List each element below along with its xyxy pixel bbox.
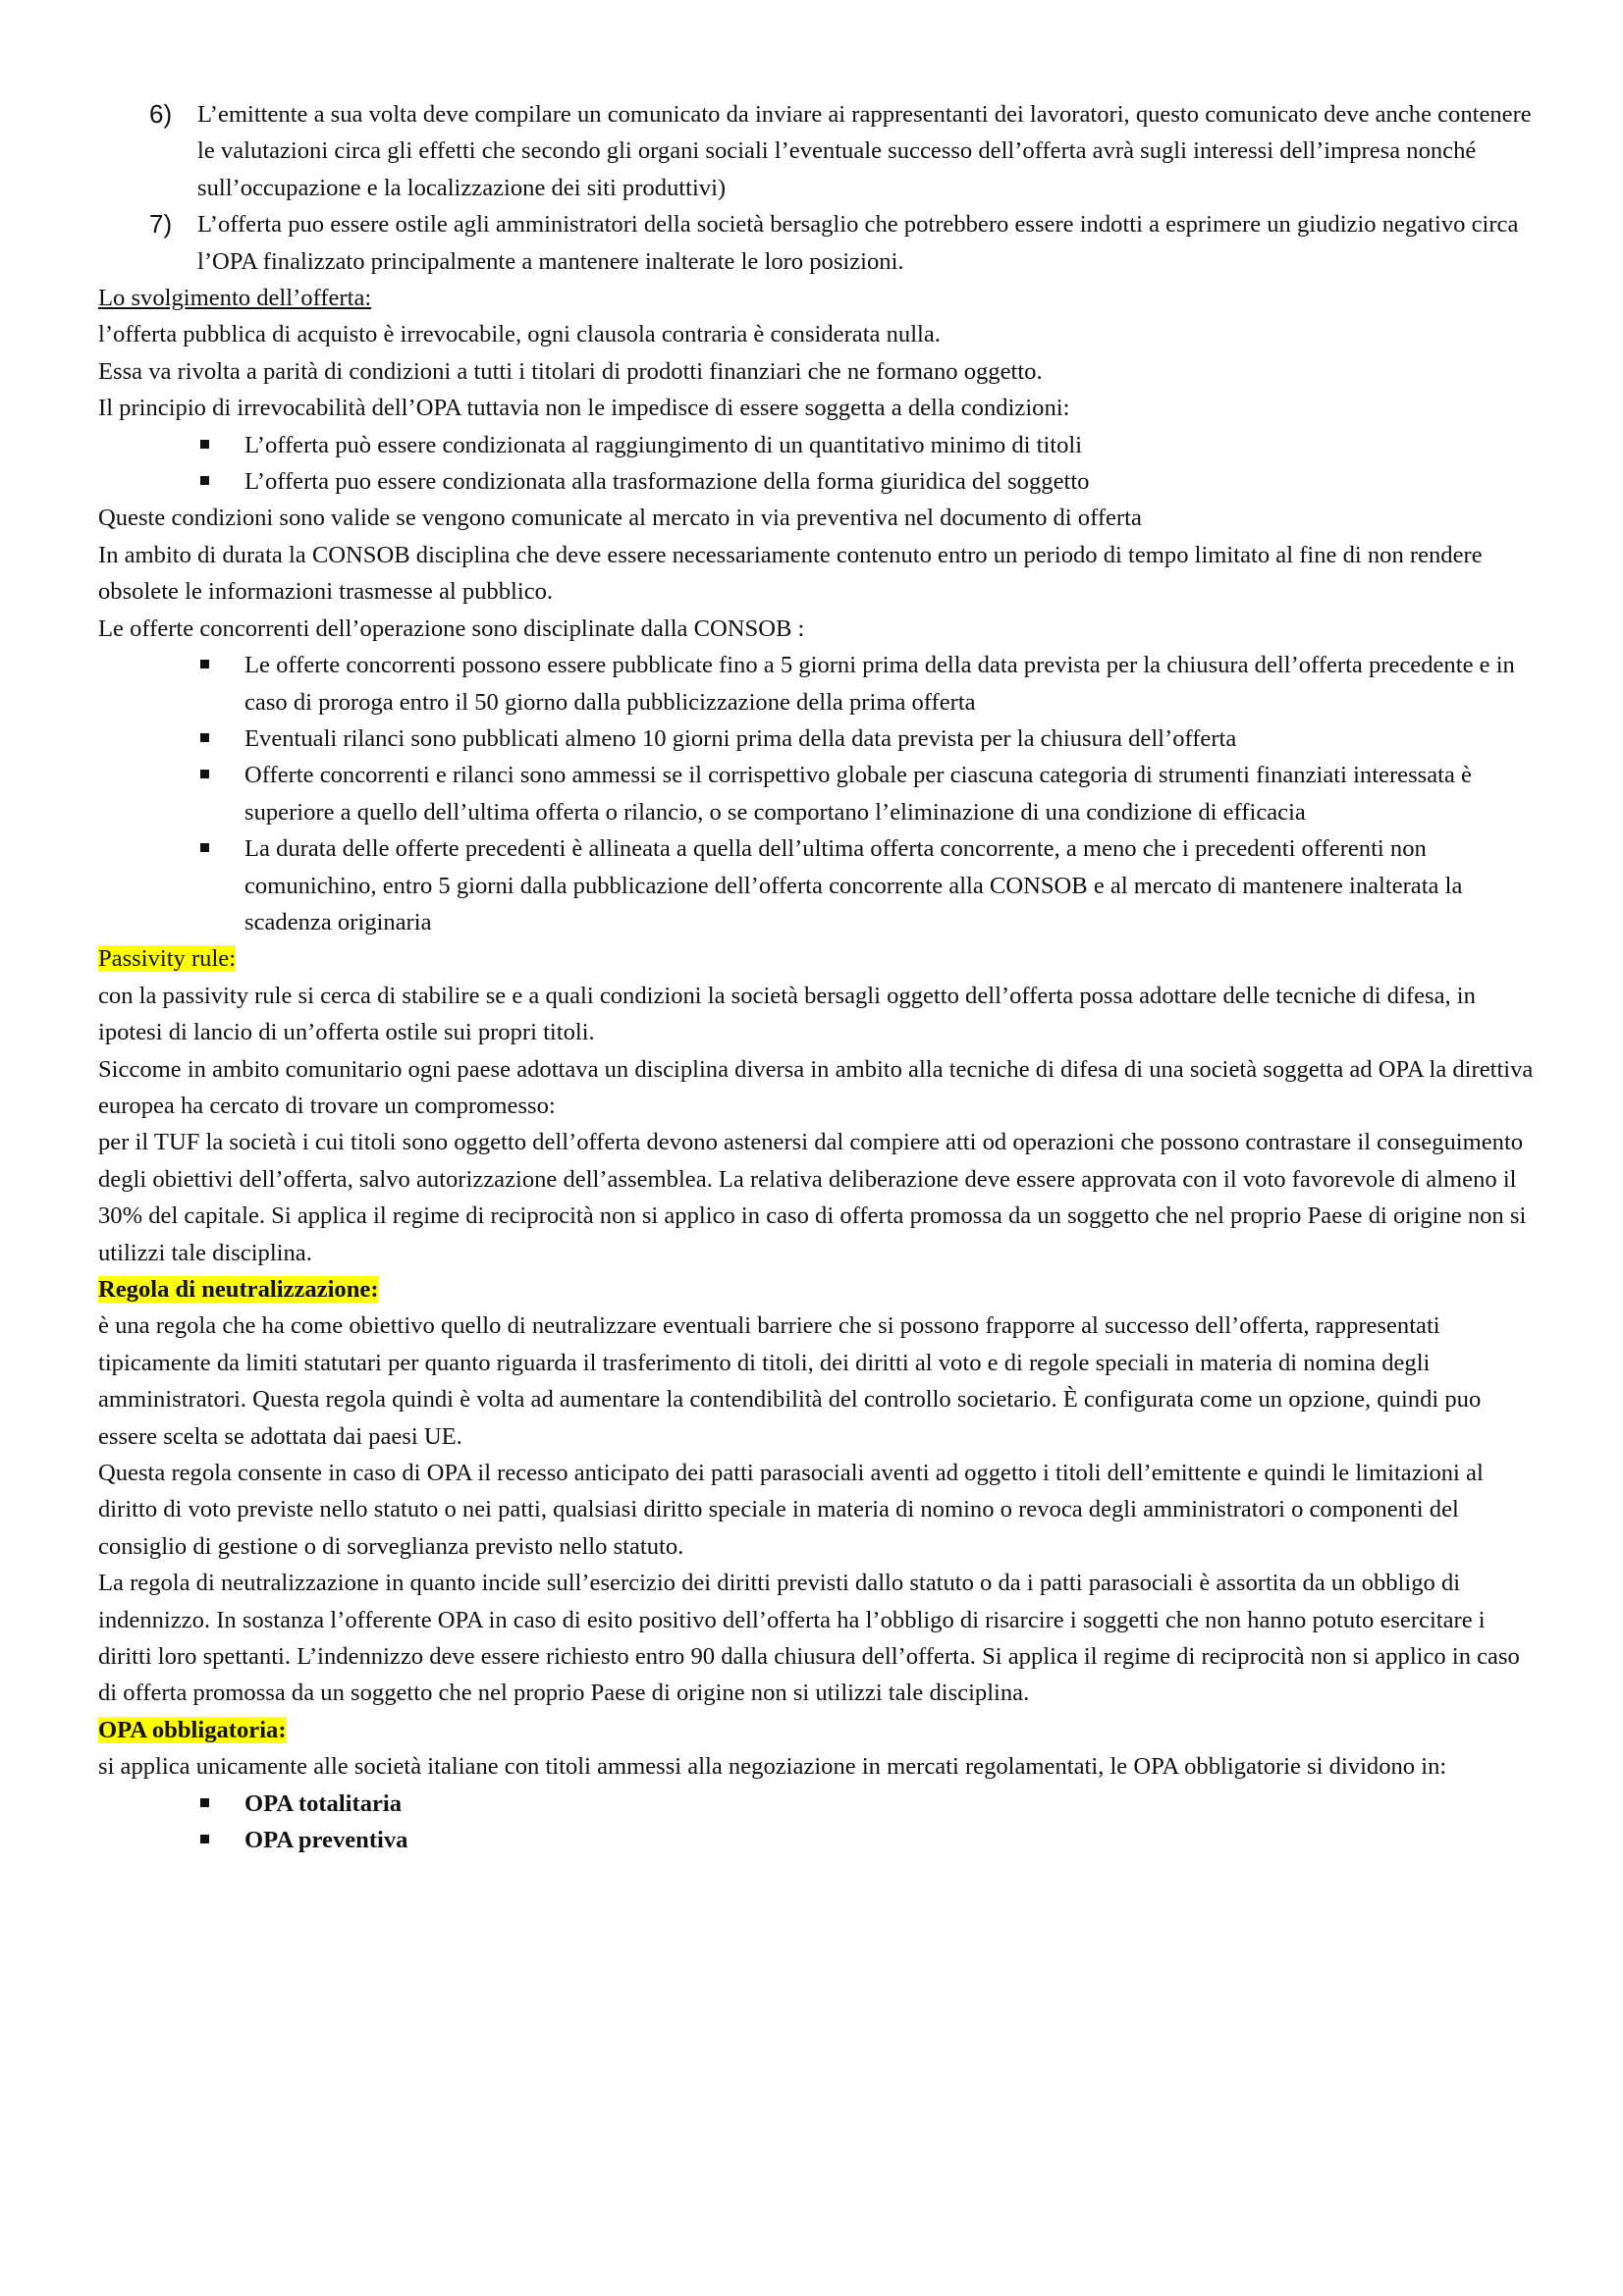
list-item: [98, 463, 1537, 500]
numbered-item: [98, 206, 1537, 280]
list-item: [98, 647, 1537, 721]
list-item: [98, 721, 1537, 757]
square-bullet-icon: [200, 770, 209, 778]
list-item-text: L’emittente a sua volta deve compilare un comunicato da inviare ai rappresentanti dei lavoratori, questo comunicato deve anche contenere le valutazioni circa gli effetti che secondo gli organi sociali l’eventuale successo dell’offerta avrà sugli interessi dell’impresa nonché sull’occupazione e la localizzazione dei siti produttivi): [197, 101, 1532, 201]
paragraph: Questa regola consente in caso di OPA il recesso anticipato dei patti parasociali aventi ad oggetto i titoli dell’emittente e quindi le limitazioni al diritto di voto previste nello statuto o nei patti, qualsiasi diritto speciale in materia di nomino o revoca degli amministratori o componenti del consiglio di gestione o di sorveglianza previsto nello statuto.: [98, 1460, 1484, 1560]
section-heading-svolgimento: [98, 280, 1537, 316]
square-bullet-icon: [200, 1835, 209, 1843]
paragraph: Le offerte concorrenti dell’operazione sono disciplinate dalla CONSOB :: [98, 614, 805, 642]
paragraph: La regola di neutralizzazione in quanto incide sull’esercizio dei diritti previsti dallo statuto o da i patti parasociali è assortita da un obbligo di indennizzo. In sostanza l’offerente OPA in caso di esito positivo dell’offerta ha l’obbligo di risarcire i soggetti che non hanno potuto esercitare i diritti loro spettanti. L’indennizzo deve essere richiesto entro 90 dalla chiusura dell’offerta. Si applica il regime di reciprocità non si applico in caso di offerta promossa da un soggetto che nel proprio Paese di origine non si utilizzi tale disciplina.: [98, 1570, 1520, 1707]
list-item-text: Offerte concorrenti e rilanci sono ammessi se il corrispettivo globale per ciascuna categoria di strumenti finanziati interessata è superiore a quello dell’ultima offerta o rilancio, o se comportano l’eliminazione di una condizione di efficacia: [244, 762, 1472, 826]
section-heading-passivity: [98, 940, 1537, 977]
paragraph: Queste condizioni sono valide se vengono comunicate al mercato in via preventiva nel documento di offerta: [98, 505, 1142, 532]
heading-text: OPA obbligatoria:: [98, 1716, 287, 1743]
square-bullet-icon: [200, 440, 209, 449]
paragraph: In ambito di durata la CONSOB disciplina che deve essere necessariamente contenuto entro un periodo di tempo limitato al fine di non rendere obsolete le informazioni trasmesse al pubblico.: [98, 541, 1483, 606]
paragraph: l’offerta pubblica di acquisto è irrevocabile, ogni clausola contraria è considerata nulla.: [98, 321, 941, 348]
heading-text: Lo svolgimento dell’offerta:: [98, 285, 372, 312]
list-item-text: Le offerte concorrenti possono essere pubblicate fino a 5 giorni prima della data prevista per la chiusura dell’offerta precedente e in caso di proroga entro il 50 giorno dalla pubblicizzazione della prima offerta: [244, 652, 1515, 716]
paragraph: Il principio di irrevocabilità dell’OPA tuttavia non le impedisce di essere soggetta a della condizioni:: [98, 395, 1070, 422]
list-item: [98, 1822, 1537, 1858]
list-item-text: L’offerta puo essere condizionata alla trasformazione della forma giuridica del soggetto: [244, 468, 1090, 496]
heading-text: Regola di neutralizzazione:: [98, 1276, 379, 1303]
list-item: [98, 830, 1537, 940]
paragraph: per il TUF la società i cui titoli sono oggetto dell’offerta devono astenersi dal compiere atti od operazioni che possono contrastare il conseguimento degli obiettivi dell’offerta, salvo autorizzazione dell’assemblea. La relativa deliberazione deve essere approvata con il voto favorevole di almeno il 30% del capitale. Si applica il regime di reciprocità non si applico in caso di offerta promossa da un soggetto che nel proprio Paese di origine non si utilizzi tale disciplina.: [98, 1129, 1527, 1266]
list-item-text: La durata delle offerte precedenti è allineata a quella dell’ultima offerta concorrente, a meno che i precedenti offerenti non comunichino, entro 5 giorni dalla pubblicazione dell’offerta concorrente alla CONSOB e al mercato di mantenere inalterata la scadenza originaria: [244, 835, 1463, 935]
square-bullet-icon: [200, 660, 209, 668]
paragraph: è una regola che ha come obiettivo quello di neutralizzare eventuali barriere che si possono frapporre al successo dell’offerta, rappresentati tipicamente da limiti statutari per quanto riguarda il trasferimento di titoli, dei diritti al voto e di regole speciali in materia di nomina degli amministratori. Questa regola quindi è volta ad aumentare la contendibilità del controllo societario. È configurata come un opzione, quindi puo essere scelta se adottata dai paesi UE.: [98, 1312, 1482, 1450]
heading-text: Passivity rule:: [98, 945, 237, 973]
bullet-list-concorrenti: [98, 647, 1537, 940]
section-heading-obbligatoria: [98, 1712, 1537, 1748]
list-item-text: OPA totalitaria: [244, 1789, 403, 1817]
square-bullet-icon: [200, 1798, 209, 1807]
bullet-list-condizioni: [98, 427, 1537, 501]
section-heading-neutralizzazione: [98, 1271, 1537, 1308]
paragraph: Siccome in ambito comunitario ogni paese adottava un disciplina diversa in ambito alla tecniche di difesa di una società soggetta ad OPA la direttiva europea ha cercato di trovare un compromesso:: [98, 1055, 1534, 1119]
list-item: [98, 427, 1537, 463]
paragraph: Essa va rivolta a parità di condizioni a tutti i titolari di prodotti finanziari che ne formano oggetto.: [98, 357, 1043, 385]
square-bullet-icon: [200, 843, 209, 852]
paragraph: con la passivity rule si cerca di stabilire se e a quali condizioni la società bersagli oggetto dell’offerta possa adottare delle tecniche di difesa, in ipotesi di lancio di un’offerta ostile sui propri titoli.: [98, 982, 1476, 1046]
bullet-list-obbligatoria: [98, 1786, 1537, 1859]
list-number: 6): [149, 99, 173, 129]
numbered-list: [98, 96, 1537, 280]
list-item-text: L’offerta può essere condizionata al raggiungimento di un quantitativo minimo di titoli: [244, 431, 1083, 458]
square-bullet-icon: [200, 476, 209, 485]
list-number: 7): [149, 209, 173, 240]
list-item: [98, 757, 1537, 830]
list-item: [98, 1786, 1537, 1822]
list-item-text: L’offerta puo essere ostile agli amministratori della società bersaglio che potrebbero essere indotti a esprimere un giudizio negativo circa l’OPA finalizzato principalmente a mantenere inalterate le loro posizioni.: [197, 211, 1519, 275]
list-item-text: Eventuali rilanci sono pubblicati almeno 10 giorni prima della data prevista per la chiusura dell’offerta: [244, 724, 1237, 752]
numbered-item: [98, 96, 1537, 206]
paragraph: si applica unicamente alle società italiane con titoli ammessi alla negoziazione in mercati regolamentati, le OPA obbligatorie si dividono in:: [98, 1753, 1447, 1781]
list-item-text: OPA preventiva: [244, 1827, 408, 1854]
square-bullet-icon: [200, 733, 209, 742]
